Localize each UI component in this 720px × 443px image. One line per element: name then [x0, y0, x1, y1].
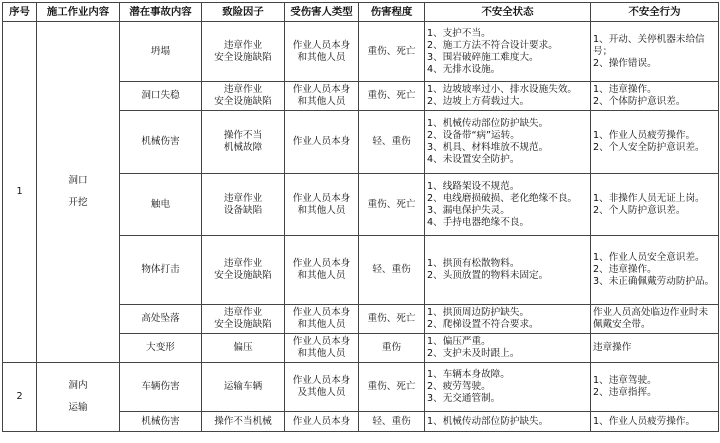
unsafe-state-line: 1、机械传动部位防护缺失。 [427, 415, 549, 427]
unsafe-state [425, 305, 591, 334]
risk-factor-line: 安全设施缺陷 [214, 270, 272, 281]
risk-factor [202, 363, 285, 412]
risk-factor-line: 违章作业 [223, 192, 263, 204]
unsafe-behavior-line: 1、作业人员疲劳操作。 [593, 130, 696, 141]
unsafe-state-line: 4、手持电器绝缘不良。 [427, 216, 530, 228]
victim-type-line: 及其他人员 [297, 387, 346, 398]
header-unsafe-behavior: 不安全行为 [591, 3, 719, 22]
victim-type-line: 作业人员本身 [292, 307, 351, 318]
unsafe-state [425, 82, 591, 111]
victim-type-line: 作业人员本身 [292, 84, 351, 95]
work-content-line: 洞内 [68, 380, 88, 391]
risk-factor [202, 305, 285, 334]
unsafe-state-line: 2、电线磨损破损、老化绝缘不良。 [427, 192, 578, 204]
risk-factor-line: 安全设施缺陷 [214, 319, 272, 330]
table-row [3, 22, 719, 82]
header-accident: 潜在事故内容 [120, 3, 202, 22]
injury-severity: 重伤、死亡 [359, 174, 425, 236]
unsafe-state-line: 1、拱顶有松散物料。 [427, 258, 520, 269]
work-content-line: 洞口 [68, 175, 88, 186]
unsafe-behavior [591, 174, 719, 236]
risk-factor [202, 412, 285, 432]
injury-severity: 重伤、死亡 [359, 82, 425, 111]
victim-type-line: 和其他人员 [297, 319, 346, 330]
table-row [3, 363, 719, 412]
victim-type [285, 334, 359, 363]
unsafe-state-line: 3、无交通管制。 [427, 393, 501, 404]
unsafe-behavior-line: 1、作业人员安全意识差。 [593, 252, 705, 263]
unsafe-state [425, 334, 591, 363]
unsafe-state [425, 174, 591, 236]
unsafe-state-line: 1、偏压严重。 [427, 336, 491, 347]
work-content-line: 运输 [68, 402, 88, 413]
unsafe-behavior-line: 2、违章操作。 [593, 264, 657, 275]
work-content-line: 开挖 [68, 197, 88, 208]
victim-type-line: 作业人员本身 [292, 136, 351, 147]
risk-factor-line: 设备缺陷 [223, 204, 263, 216]
unsafe-state-line: 2、边坡上方荷载过大。 [427, 96, 530, 107]
unsafe-behavior [591, 334, 719, 363]
risk-factor [202, 236, 285, 305]
victim-type-line: 和其他人员 [297, 270, 346, 281]
risk-factor-line: 偏压 [233, 342, 253, 353]
injury-severity: 重伤、死亡 [359, 363, 425, 412]
unsafe-state-line: 2、支护未及时跟上。 [427, 348, 520, 359]
work-content [37, 363, 120, 432]
unsafe-behavior-line: 作业人员高处临边作业时未佩戴安全带。 [593, 307, 709, 330]
work-content [37, 22, 120, 363]
risk-factor-line: 违章作业 [223, 84, 263, 95]
unsafe-state-line: 1、线路架设不规范。 [427, 180, 520, 192]
unsafe-state [425, 363, 591, 412]
risk-factor-line: 机械故障 [223, 142, 263, 153]
unsafe-state-line: 1、支护不当。 [427, 27, 491, 39]
row-seq-number: 1 [3, 22, 37, 363]
risk-factor-line: 运输车辆 [223, 381, 263, 392]
unsafe-behavior [591, 412, 719, 432]
accident-type: 物体打击 [120, 236, 202, 305]
unsafe-behavior-line: 3、未正确佩戴劳动防护品。 [593, 276, 715, 287]
accident-type: 车辆伤害 [120, 363, 202, 412]
unsafe-behavior [591, 111, 719, 174]
unsafe-behavior-line: 1、作业人员疲劳操作。 [593, 415, 696, 427]
accident-type: 坍塌 [120, 22, 202, 82]
unsafe-state-line: 3、机具、材料堆放不规范。 [427, 142, 549, 153]
unsafe-behavior-line: 2、违章指挥。 [593, 387, 657, 398]
unsafe-behavior [591, 22, 719, 82]
risk-factor-line: 违章作业 [223, 39, 263, 51]
risk-factor-line: 操作不当机械 [214, 415, 272, 427]
unsafe-state-line: 4、未设置安全防护。 [427, 154, 520, 165]
unsafe-state-line: 1、拱顶周边防护缺失。 [427, 307, 530, 318]
unsafe-state-line: 2、施工方法不符合设计要求。 [427, 39, 558, 51]
unsafe-behavior-line: 2、操作错误。 [593, 57, 657, 69]
victim-type-line: 和其他人员 [297, 96, 346, 107]
injury-severity: 轻、重伤 [359, 111, 425, 174]
unsafe-state-line: 2、爬梯设置不符合要求。 [427, 319, 539, 330]
unsafe-state [425, 236, 591, 305]
header-seq: 序号 [3, 3, 37, 22]
victim-type-line: 作业人员本身 [292, 39, 351, 51]
victim-type-line: 和其他人员 [297, 204, 346, 216]
unsafe-state-line: 3、漏电保护失灵。 [427, 204, 510, 216]
unsafe-behavior-line: 1、开动、关停机器未给信号； [593, 33, 705, 57]
victim-type [285, 363, 359, 412]
unsafe-behavior-line: 1、违章驾驶。 [593, 375, 657, 386]
victim-type [285, 412, 359, 432]
header-work: 施工作业内容 [37, 3, 120, 22]
unsafe-behavior-line: 1、非操作人员无证上岗。 [593, 192, 705, 204]
unsafe-behavior-line: 2、个人防护意识差。 [593, 204, 686, 216]
injury-severity: 轻、重伤 [359, 236, 425, 305]
accident-type: 高处坠落 [120, 305, 202, 334]
unsafe-state-line: 2、头顶放置的物料未固定。 [427, 270, 549, 281]
victim-type-line: 作业人员本身 [292, 415, 351, 427]
unsafe-state-line: 2、设备带“病”运转。 [427, 130, 520, 141]
header-unsafe-state: 不安全状态 [425, 3, 591, 22]
victim-type [285, 111, 359, 174]
unsafe-behavior [591, 82, 719, 111]
unsafe-behavior [591, 363, 719, 412]
unsafe-state-line: 3、围岩破碎施工难度大。 [427, 51, 539, 63]
row-seq-number: 2 [3, 363, 37, 432]
risk-factor-line: 违章作业 [223, 258, 263, 269]
table-body [3, 22, 719, 432]
injury-severity: 轻、重伤 [359, 412, 425, 432]
unsafe-state-line: 2、疲劳驾驶。 [427, 381, 491, 392]
risk-factor-line: 违章作业 [223, 307, 263, 318]
unsafe-behavior-line: 2、个体防护意识差。 [593, 96, 686, 107]
header-row [3, 3, 719, 22]
victim-type-line: 作业人员本身 [292, 336, 351, 347]
risk-factor-line: 操作不当 [223, 130, 263, 141]
unsafe-behavior-line: 2、个人安全防护意识差。 [593, 142, 705, 153]
unsafe-behavior [591, 236, 719, 305]
unsafe-state [425, 22, 591, 82]
unsafe-state-line: 1、边坡坡率过小、排水设施失效。 [427, 84, 578, 95]
injury-severity: 重伤 [359, 334, 425, 363]
victim-type-line: 作业人员本身 [292, 375, 351, 386]
header-victims: 受伤害人类型 [285, 3, 359, 22]
unsafe-behavior-line: 违章操作 [593, 342, 632, 353]
victim-type [285, 174, 359, 236]
unsafe-state-line: 1、机械传动部位防护缺失。 [427, 118, 549, 129]
victim-type [285, 305, 359, 334]
accident-type: 机械伤害 [120, 111, 202, 174]
victim-type-line: 作业人员本身 [292, 258, 351, 269]
risk-factor [202, 334, 285, 363]
header-factor: 致险因子 [202, 3, 285, 22]
risk-assessment-table [2, 2, 719, 432]
header-severity: 伤害程度 [359, 3, 425, 22]
injury-severity: 重伤、死亡 [359, 305, 425, 334]
unsafe-behavior [591, 305, 719, 334]
unsafe-state [425, 111, 591, 174]
risk-factor-line: 安全设施缺陷 [214, 96, 272, 107]
injury-severity: 重伤、死亡 [359, 22, 425, 82]
victim-type [285, 82, 359, 111]
unsafe-state-line: 1、车辆本身故障。 [427, 369, 510, 380]
unsafe-state-line: 4、无排水设施。 [427, 63, 501, 75]
accident-type: 触电 [120, 174, 202, 236]
risk-factor-line: 安全设施缺陷 [214, 51, 272, 63]
accident-type: 洞口失稳 [120, 82, 202, 111]
accident-type: 机械伤害 [120, 412, 202, 432]
victim-type-line: 和其他人员 [297, 51, 346, 63]
accident-type: 大变形 [120, 334, 202, 363]
risk-factor [202, 111, 285, 174]
victim-type [285, 22, 359, 82]
victim-type-line: 作业人员本身 [292, 192, 351, 204]
unsafe-state [425, 412, 591, 432]
unsafe-behavior-line: 1、违章操作。 [593, 84, 657, 95]
risk-factor [202, 22, 285, 82]
risk-factor [202, 174, 285, 236]
victim-type [285, 236, 359, 305]
victim-type-line: 和其他人员 [297, 348, 346, 359]
risk-factor [202, 82, 285, 111]
